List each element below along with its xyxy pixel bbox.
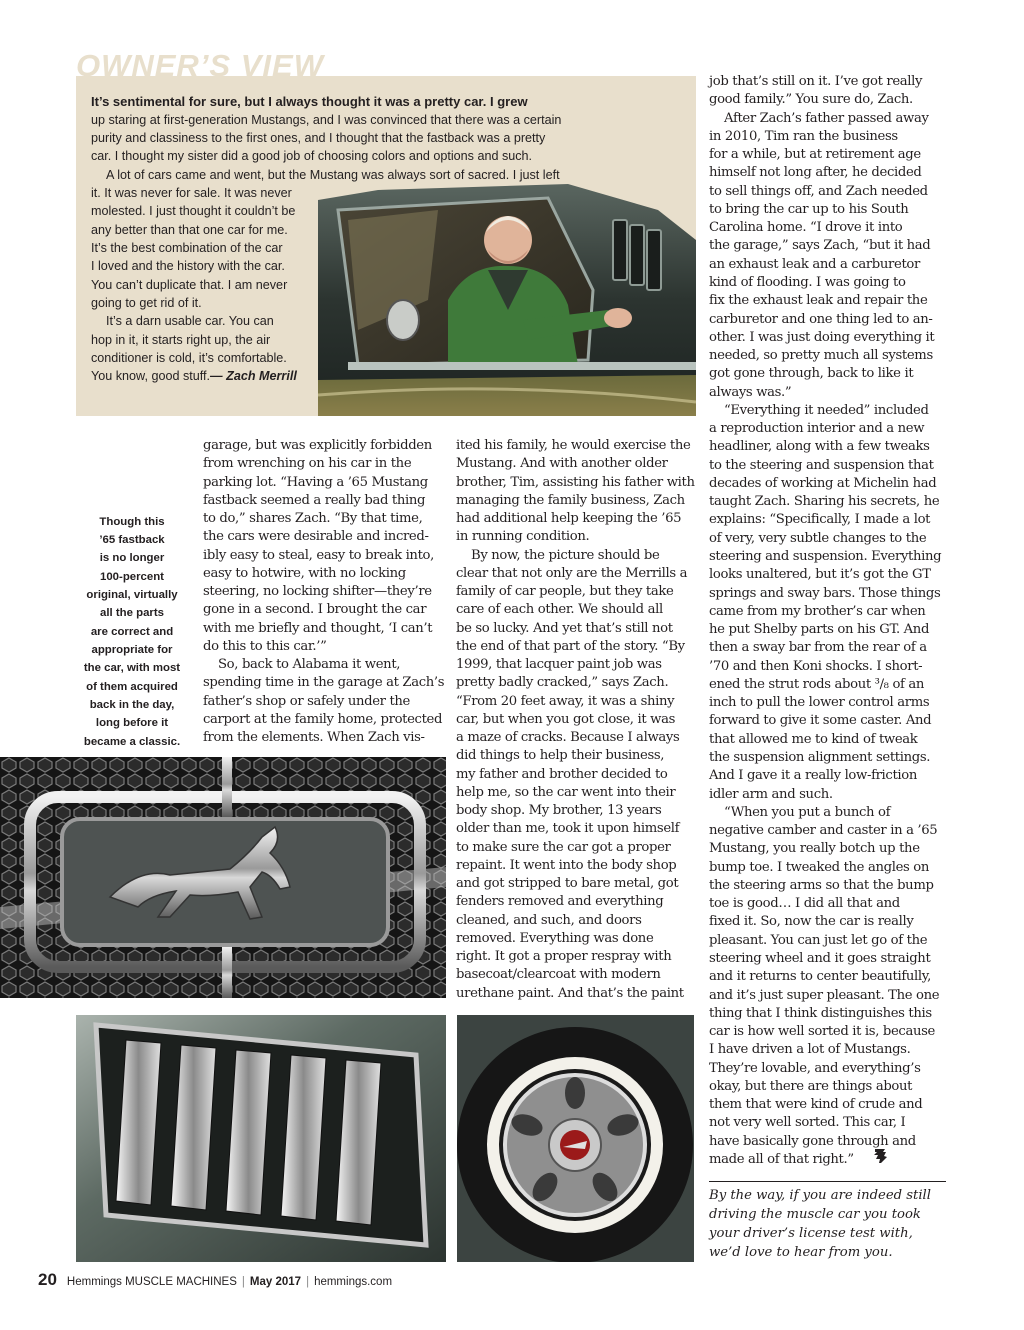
owners-view-line: purity and classiness to the first ones, and I thought that the fastback was a pretty [91,131,546,145]
body-text-line: from the elements. When Zach vis- [203,730,425,745]
body-text-line: looks unaltered, but it’s got the GT [709,567,931,583]
body-text-line: pretty badly cracked,” says Zach. [456,675,669,691]
body-text-line: older than me, took it upon himself [456,821,680,837]
body-text-line: repaint. It went into the body shop [456,857,677,873]
body-text-line: in running condition. [456,529,590,545]
body-text-line: managing the family business, Zach [456,492,685,508]
photo-caption-line: of them acquired [86,681,178,693]
owners-view-line: molested. I just thought it couldn’t be [91,204,296,218]
body-text-line: the suspension alignment settings. [709,749,931,765]
body-text-line: They’re lovable, and everything’s [709,1060,921,1076]
body-text-line: inch to pull the lower control arms [709,695,930,711]
photo-caption-line: the car, with most [83,662,181,674]
body-text-line: and got stripped to bare metal, got [456,876,679,891]
body-text-line: toe is good… I did all that and [709,896,900,912]
photo-caption-line: back in the day, [89,699,175,711]
owners-view-line: It’s the best combination of the car [91,241,283,255]
owners-view-line: It’s a darn usable car. You can [106,314,274,328]
body-text-line: So, back to Alabama it went, [218,657,401,672]
owners-view-line [91,367,297,385]
body-text-line: thing that I think distinguishes this [709,1005,932,1021]
photo-caption-line: ’65 fastback [99,534,165,546]
body-text-line: have basically gone through and [709,1133,916,1149]
owners-view-line: any better than that one car for me. [91,223,288,237]
body-text-line: from wrenching on his car in the [203,456,412,472]
photo-caption-line: is no longer [99,552,165,564]
body-text-line: By now, the picture should be [471,547,660,563]
body-text-line: himself not long after, he decided [709,165,922,181]
owner-in-car-photo [318,180,696,416]
footer-separator: | [306,1276,310,1288]
body-text-line: fastback seemed a really bad thing [203,492,426,508]
body-text-line: ened the strut rods about ³/₈ of an [709,676,925,692]
body-text-line: parking lot. “Having a ’65 Mustang [203,474,428,490]
closing-note-line: driving the muscle car you took [709,1207,921,1222]
body-text-line: needed, so pretty much all systems [709,348,933,364]
body-text-line: the end of that part of the story. “By [456,638,685,654]
owners-view-line: conditioner is cold, it’s comfortable. [91,351,287,365]
body-text-line: the cars were desirable and incred- [203,529,429,545]
body-text-line: pleasant. You can just let go of the [709,932,928,948]
owners-view-line: car. I thought my sister did a good job of choosing colors and options and such. [91,149,533,163]
closing-divider [709,1181,946,1182]
body-text-line: “When you put a bunch of [724,804,891,820]
body-text-line: and it’s just super pleasant. The one [709,987,940,1003]
body-text-line: to bring the car up to his South [709,201,909,217]
body-text-line: clear that not only are the Merrills a [456,565,688,581]
photo-caption-line: are correct and [90,626,174,638]
body-text-line: an exhaust leak and a carburetor [709,256,920,272]
issue-date: May 2017 [249,1276,302,1288]
body-text-line: “Everything it needed” included [724,402,929,418]
body-text-line: springs and sway bars. Those things [709,585,941,601]
body-text-line: okay, but there are things about [709,1078,913,1094]
body-text-line: After Zach’s father passed away [724,110,929,126]
body-text-line: fenders removed and everything [456,894,664,910]
body-text-line: got gone through, back to like it [709,366,914,382]
body-text-line: family of car people, but they take [456,584,674,599]
body-text-line: and it returns to center beautifully, [709,969,931,985]
styled-steel-wheel-photo [457,1015,694,1262]
body-text-line: garage, but was explicitly forbidden [203,438,432,453]
body-text-line: he put Shelby parts on his GT. And [709,622,930,638]
closing-note-line: your driver’s license test with, [709,1226,913,1241]
body-text-line: headliner, along with a few tweaks [709,439,930,455]
body-text-line: fix the exhaust leak and repair the [709,293,928,309]
body-text-line: to do,” shares Zach. “By that time, [203,511,423,526]
photo-caption-line: original, virtually [86,589,178,601]
body-text-line: care of each other. We should all [456,602,663,618]
owners-view-last-line: You know, good stuff. [91,369,211,383]
body-text-line: to sell things off, and Zach needed [709,183,928,199]
body-text-line: negative camber and caster in a ’65 [709,823,938,839]
body-text-line: my father and brother decided to [456,766,668,782]
body-text-line: other. I was just doing everything it [709,329,935,345]
body-text-line: right. It got a proper respray with [456,949,672,964]
body-text-line: had additional help keeping the ’65 [456,511,682,526]
body-text-line: the steering arms so that the bump [709,877,934,893]
body-text-line: body shop. My brother, 13 years [456,803,662,818]
body-text-line: car, but when you got close, it was [456,711,676,727]
running-horse-emblem-photo [0,757,446,998]
owners-view-line: I loved and the history with the car. [91,259,285,273]
body-text-line: Mustang, you really botch up the [709,841,920,857]
body-text-line: steering wheel and it goes straight [709,950,931,966]
body-text-line: with me briefly and thought, ‘I can’t [203,620,433,636]
body-text-line: “From 20 feet away, it was a shiny [456,693,675,709]
body-text-line: do this to this car.’” [203,638,327,654]
owners-view-line: going to get rid of it. [91,296,202,310]
body-text-line: good family.” You sure do, Zach. [709,92,913,108]
body-text-line: Carolina home. “I drove it into [709,220,903,236]
body-text-line: fixed it. So, now the car is really [709,914,914,930]
body-text-line: gone in a second. I brought the car [203,602,427,618]
owners-view-line: A lot of cars came and went, but the Mustang was always sort of sacred. I just left [106,168,560,182]
body-text-line: the garage,” says Zach, “but it had [709,238,931,254]
owners-view-signature: — Zach Merrill [210,369,297,383]
body-text-line: explains: “Specifically, I made a lot [709,512,931,528]
body-text-line: help me, so the car went into their [456,784,676,800]
body-text-line: carport at the family home, protected [203,711,443,727]
louvered-vents-photo [76,1015,446,1262]
body-text-line: made all of that right.” [709,1151,854,1167]
owners-view-line: It’s sentimental for sure, but I always thought it was a pretty car. I grew [91,94,528,109]
body-text-line: in 2010, Tim ran the business [709,128,898,144]
body-text-line: And I gave it a really low-friction [709,768,918,784]
body-text-line: ibly easy to steal, easy to break into, [203,547,434,563]
footer-separator: | [241,1276,245,1288]
publication-name: Hemmings MUSCLE MACHINES [66,1276,237,1288]
body-text-line: always was.” [709,384,792,400]
body-text-line: did things to help their business, [456,748,665,764]
owners-view-header: OWNER’S VIEW [76,48,324,83]
page-number: 20 [38,1270,57,1289]
body-text-line: I have driven a lot of Mustangs. [709,1042,911,1058]
owners-view-line: up staring at first-generation Mustangs, and I was convinced that there was a certain [91,113,562,127]
photo-caption-line: Though this [99,516,165,528]
body-text-line: then a sway bar from the rear of a [709,640,927,656]
body-text-line: of very, very subtle changes to the [709,530,927,546]
closing-note-line: By the way, if you are indeed still [709,1188,931,1203]
closing-note-line: we’d love to hear from you. [709,1245,893,1260]
body-text-line: to the steering and suspension that [709,457,934,473]
photo-caption-line: became a classic. [83,736,181,748]
body-text-line: ited his family, he would exercise the [456,438,691,453]
body-text-line: kind of flooding. I was going to [709,274,906,290]
body-text-line: bump toe. I tweaked the angles on [709,859,930,875]
body-text-line: a reproduction interior and a new [709,421,925,437]
body-text-line: spending time in the garage at Zach’s [203,675,445,691]
body-text-line: forward to give it some caster. And [709,713,932,729]
body-text-line: to make sure the car got a proper [456,839,671,855]
photo-caption-line: all the parts [100,607,164,619]
body-text-line: them that were kind of crude and [709,1097,923,1113]
page-footer [38,1270,392,1290]
body-text-line: decades of working at Michelin had [709,475,937,491]
body-text-line: carburetor and one thing led to an- [709,311,933,327]
owners-view-line: hop in it, it starts right up, the air [91,333,271,347]
body-text-line: Mustang. And with another older [456,456,668,472]
body-text-line: easy to hotwire, with no locking [203,565,406,581]
body-text-line: for a while, but at retirement age [709,147,921,163]
body-text-line: steering and suspension. Everything [709,549,942,565]
website: hemmings.com [314,1276,393,1288]
body-text-line: that allowed me to kind of tweak [709,731,918,747]
body-text-line: removed. Everything was done [456,930,654,946]
body-text-line: 1999, that lacquer paint job was [456,657,662,672]
end-mark-icon [872,1148,888,1164]
body-text-line: cleaned, and such, and doors [456,912,642,928]
body-text-line: basecoat/clearcoat with modern [456,967,661,983]
photo-caption-line: long before it [95,717,169,729]
owners-view-line: it. It was never for sale. It was never [91,186,292,200]
body-text-line: taught Zach. Sharing his secrets, he [709,494,940,510]
body-text-line: job that’s still on it. I’ve got really [709,74,923,89]
photo-caption-line: appropriate for [91,644,173,656]
body-text-line: urethane paint. And that’s the paint [456,985,684,1001]
photo-caption-line: 100-percent [100,571,164,583]
body-text-line: father’s shop or safely under the [203,693,411,709]
body-text-line: a maze of cracks. Because I always [456,730,680,745]
owners-view-line: You can’t duplicate that. I am never [91,278,288,292]
body-text-line: not very well sorted. This car, I [709,1115,906,1131]
body-text-line: steering, no locking shifter—they’re [203,584,432,599]
body-text-line: came from my brother’s car when [709,603,926,619]
body-text-line: car is how well sorted it is, because [709,1024,935,1040]
body-text-line: ’70 and then Koni shocks. I short- [709,658,923,674]
body-text-line: idler arm and such. [709,786,833,802]
body-text-line: be so lucky. And yet that’s still not [456,620,673,636]
body-text-line: brother, Tim, assisting his father with [456,474,695,490]
